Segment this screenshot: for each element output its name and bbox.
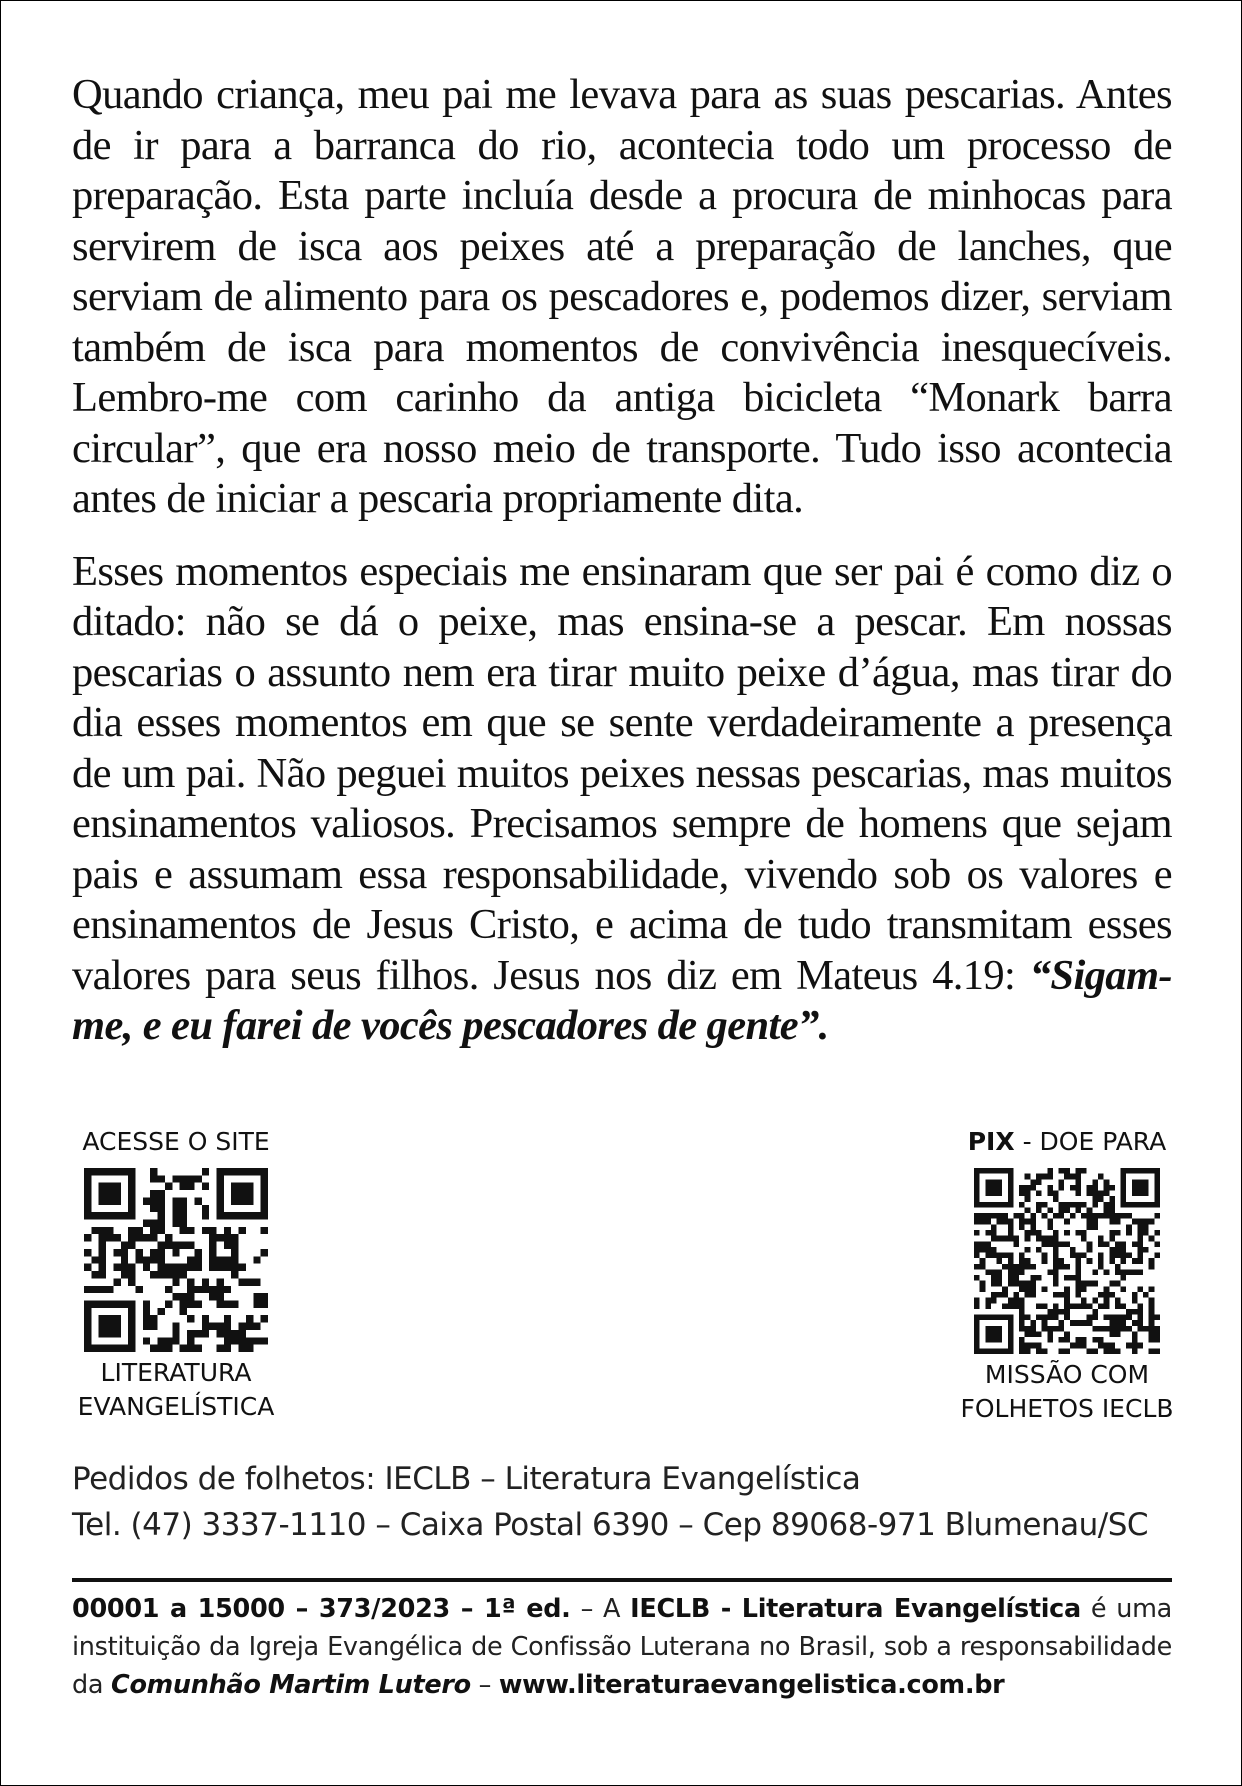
divider (72, 1578, 1172, 1582)
qr-pix-block (957, 1124, 1177, 1426)
imprint (72, 1590, 1172, 1704)
qr-pix-caption-line-1: MISSÃO COM (984, 1360, 1150, 1389)
paragraph-1: Quando criança, meu pai me levava para as suas pescarias. Antes de ir para a barranca do rio, acontecia todo um processo de preparação. Esta parte incluía desde a procura de minhocas para servirem de isca aos peixes até a preparação de lanches, que serviam de alimento para os pescadores e, podemos dizer, serviam também de isca para momentos de convivência inesquecíveis. Lembro-me com carinho da antiga bicicleta “Monark barra circular”, que era nosso meio de transporte. Tudo isso acontecia antes de iniciar a pescaria propriamente dita. (72, 71, 1172, 522)
site-qr-code[interactable] (84, 1168, 268, 1352)
bible-quote: “Sigam-me, e eu farei de vocês pescadores de gente”. (72, 951, 1172, 1049)
orders-info (72, 1456, 1172, 1548)
paragraph-2-text: Esses momentos especiais me ensinaram que ser pai é como diz o ditado: não se dá o peixe, mas ensina-se a pescar. Em nossas pescarias o assunto nem era tirar muito peixe d’água, mas tirar do dia esses momentos em que se sente verdadeiramente a presença de um pai. Não peguei muitos peixes nessas pescarias, mas muitos ensinamentos valiosos. Precisamos sempre de homens que sejam pais e assumam essa responsabilidade, vivendo sob os valores e ensinamentos de Jesus Cristo, e acima de tudo transmitam esses valores para seus filhos. Jesus nos diz em Mateus 4.19: (72, 547, 1172, 999)
pix-label-bold: PIX (967, 1127, 1015, 1156)
main-text (72, 70, 1172, 1052)
qr-site-block (66, 1124, 286, 1424)
qr-pix-caption-line-2: FOLHETOS IECLB (960, 1394, 1174, 1423)
website-link[interactable]: www.literaturaevangelistica.com.br (498, 1670, 1005, 1700)
paragraph-2 (72, 547, 1172, 1052)
communion-name: Comunhão Martim Lutero (111, 1670, 471, 1700)
pix-label-rest: - DOE PARA (1014, 1127, 1167, 1156)
qr-site-caption-line-1: LITERATURA (100, 1358, 252, 1387)
print-run: 00001 a 15000 – 373/2023 – 1ª ed. (72, 1594, 571, 1624)
qr-site-caption-line-2: EVANGELÍSTICA (77, 1392, 275, 1421)
pix-qr-code[interactable] (974, 1168, 1160, 1354)
imprint-sep-2: – (470, 1670, 499, 1700)
qr-pix-caption (957, 1358, 1177, 1426)
orders-line-2: Tel. (47) 3337-1110 – Caixa Postal 6390 – Cep 89068-971 Blumenau/SC (72, 1507, 1149, 1543)
imprint-sep-1: – A (570, 1594, 631, 1624)
qr-site-label: ACESSE O SITE (82, 1127, 270, 1156)
qr-pix-label (957, 1124, 1177, 1160)
qr-site-caption (66, 1356, 286, 1424)
orders-line-1: Pedidos de folhetos: IECLB – Literatura Evangelística (72, 1461, 861, 1497)
imprint-text: é uma instituição da Igreja Evangélica de Confissão Luterana no Brasil, sob a responsabilidade da (72, 1594, 1172, 1700)
org-name: IECLB - Literatura Evangelística (630, 1594, 1081, 1624)
